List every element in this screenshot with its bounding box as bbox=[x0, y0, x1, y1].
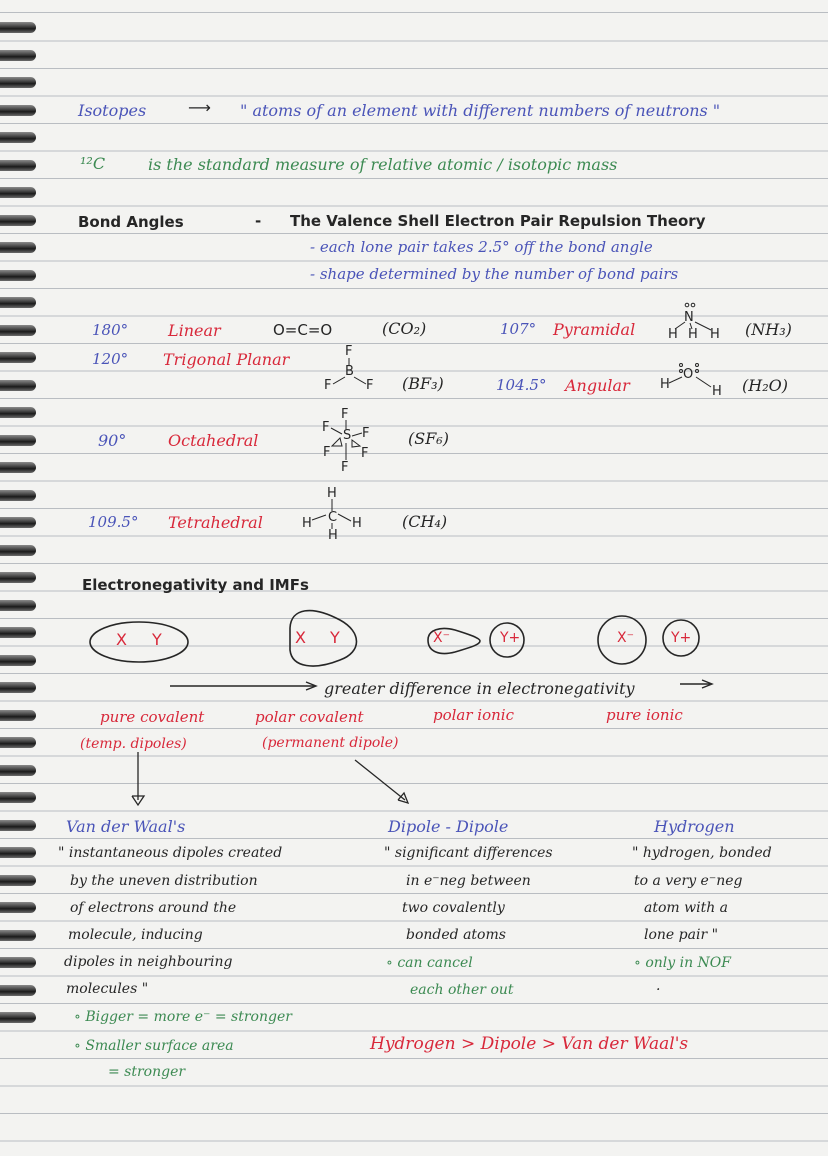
hydrogen-line-5: ∘ only in NOF bbox=[634, 955, 731, 971]
ch4-atom-h-bottom: H bbox=[328, 528, 338, 543]
sf6-atom-f5: F bbox=[361, 446, 369, 461]
hydrogen-title: Hydrogen bbox=[654, 817, 735, 836]
vdw-bullet-2: ∘ Smaller surface area bbox=[74, 1038, 234, 1054]
vdw-bullet-1: ∘ Bigger = more e⁻ = stronger bbox=[74, 1009, 292, 1025]
hydrogen-line-2: to a very e⁻neg bbox=[634, 873, 743, 889]
bond-polar-ionic: polar ionic bbox=[433, 706, 514, 724]
sf6-atom-f3: F bbox=[362, 426, 370, 441]
bubble-4-y: Y+ bbox=[671, 630, 692, 646]
note-temp-dipoles: (temp. dipoles) bbox=[80, 736, 187, 752]
formula-ch4: (CH₄) bbox=[402, 512, 448, 531]
vdw-title: Van der Waal's bbox=[66, 817, 186, 836]
isotopes-term: Isotopes bbox=[78, 101, 147, 120]
angle-angular: 104.5° bbox=[496, 376, 547, 394]
shape-octahedral: Octahedral bbox=[168, 431, 259, 450]
bubble-3-y: Y+ bbox=[500, 630, 521, 646]
formula-co2: (CO₂) bbox=[382, 319, 427, 338]
angle-trigonal: 120° bbox=[92, 350, 129, 368]
pointer-arrows bbox=[132, 752, 408, 805]
dipole-title: Dipole - Dipole bbox=[388, 817, 509, 836]
formula-sf6: (SF₆) bbox=[408, 429, 449, 448]
imf-strength-order: Hydrogen > Dipole > Van der Waal's bbox=[370, 1034, 689, 1054]
bubble-1-x: X bbox=[116, 630, 127, 649]
h2o-bonds bbox=[669, 364, 711, 388]
dipole-line-5: ∘ can cancel bbox=[386, 955, 473, 971]
electronegativity-arrows bbox=[170, 680, 712, 690]
hydrogen-line-4: lone pair " bbox=[644, 927, 719, 943]
shape-angular: Angular bbox=[565, 376, 630, 395]
shape-trigonal: Trigonal Planar bbox=[163, 350, 290, 369]
heading-dash: - bbox=[255, 212, 262, 230]
angle-pyramidal: 107° bbox=[500, 320, 537, 338]
bubble-2-y: Y bbox=[330, 628, 340, 647]
nh3-atom-n: N bbox=[684, 310, 694, 325]
vsepr-note-1: - each lone pair takes 2.5° off the bond angle bbox=[310, 238, 653, 256]
vdw-bullet-3: = stronger bbox=[108, 1064, 186, 1080]
nh3-atom-h3: H bbox=[710, 327, 720, 342]
ch4-bonds bbox=[312, 499, 351, 529]
ch4-atom-h-left: H bbox=[302, 516, 312, 531]
dipole-line-2: in e⁻neg between bbox=[406, 873, 531, 889]
bf3-atom-top-f: F bbox=[345, 344, 353, 359]
vdw-line-1: " instantaneous dipoles created bbox=[58, 845, 283, 861]
vdw-line-6: molecules " bbox=[66, 981, 149, 997]
angle-tetrahedral: 109.5° bbox=[88, 513, 139, 531]
vdw-line-2: by the uneven distribution bbox=[70, 873, 258, 889]
vsepr-note-2: - shape determined by the number of bond pairs bbox=[310, 265, 679, 283]
vdw-line-5: dipoles in neighbouring bbox=[64, 954, 233, 970]
sf6-atom-f6: F bbox=[341, 460, 349, 475]
dipole-line-4: bonded atoms bbox=[406, 927, 506, 943]
shape-pyramidal: Pyramidal bbox=[553, 320, 636, 339]
nh3-bonds bbox=[675, 303, 711, 330]
angle-octahedral: 90° bbox=[98, 431, 127, 450]
bond-bubbles bbox=[90, 611, 699, 666]
formula-nh3: (NH₃) bbox=[745, 320, 792, 339]
note-permanent-dipole: (permanent dipole) bbox=[262, 735, 399, 751]
sf6-bonds bbox=[331, 420, 362, 460]
vdw-line-4: molecule, inducing bbox=[68, 927, 203, 943]
hydrogen-line-1: " hydrogen, bonded bbox=[632, 845, 772, 861]
bond-pure-covalent: pure covalent bbox=[100, 708, 205, 726]
imf-heading: Electronegativity and IMFs bbox=[82, 576, 309, 594]
nh3-atom-h2: H bbox=[688, 327, 698, 342]
vsepr-theory-heading: The Valence Shell Electron Pair Repulsion Theory bbox=[290, 212, 706, 230]
bf3-atom-b: B bbox=[345, 364, 354, 379]
h2o-atom-o: O bbox=[683, 367, 694, 382]
isotopes-definition: " atoms of an element with different numbers of neutrons " bbox=[240, 101, 721, 120]
bond-pure-ionic: pure ionic bbox=[606, 706, 683, 724]
h2o-atom-h-left: H bbox=[660, 377, 670, 392]
angle-linear: 180° bbox=[92, 321, 129, 339]
carbon-text: is the standard measure of relative atomic / isotopic mass bbox=[148, 155, 618, 174]
dipole-line-3: two covalently bbox=[402, 900, 505, 916]
sf6-atom-s: S bbox=[343, 428, 352, 443]
bubble-4-x: X⁻ bbox=[617, 630, 634, 646]
dipole-line-1: " significant differences bbox=[384, 845, 553, 861]
hydrogen-line-6: . bbox=[656, 978, 661, 994]
bf3-bonds bbox=[333, 358, 366, 384]
hydrogen-line-3: atom with a bbox=[644, 900, 729, 916]
bubble-3-x: X⁻ bbox=[433, 630, 450, 646]
shape-linear: Linear bbox=[168, 321, 221, 340]
ch4-atom-h-right: H bbox=[352, 516, 362, 531]
structure-co2: O=C=O bbox=[273, 321, 333, 339]
isotopes-arrow: ⟶ bbox=[188, 98, 211, 117]
formula-bf3: (BF₃) bbox=[402, 374, 444, 393]
bf3-atom-left-f: F bbox=[324, 378, 332, 393]
bubble-1-y: Y bbox=[152, 630, 162, 649]
formula-h2o: (H₂O) bbox=[742, 376, 788, 395]
dipole-line-6: each other out bbox=[410, 982, 514, 998]
sf6-atom-f2: F bbox=[322, 420, 330, 435]
sf6-atom-f4: F bbox=[323, 445, 331, 460]
bond-angles-heading: Bond Angles bbox=[78, 213, 184, 231]
ch4-atom-c: C bbox=[328, 510, 338, 525]
bf3-atom-right-f: F bbox=[366, 378, 374, 393]
vdw-line-3: of electrons around the bbox=[70, 900, 237, 916]
shape-tetrahedral: Tetrahedral bbox=[168, 513, 263, 532]
sf6-atom-f1: F bbox=[341, 407, 349, 422]
nh3-atom-h1: H bbox=[668, 327, 678, 342]
ch4-atom-h-top: H bbox=[327, 486, 337, 501]
carbon-symbol: ¹²C bbox=[80, 154, 106, 173]
axis-label: greater difference in electronegativity bbox=[324, 679, 635, 698]
h2o-atom-h-right: H bbox=[712, 384, 722, 399]
bond-polar-covalent: polar covalent bbox=[255, 708, 364, 726]
bubble-2-x: X bbox=[295, 628, 306, 647]
